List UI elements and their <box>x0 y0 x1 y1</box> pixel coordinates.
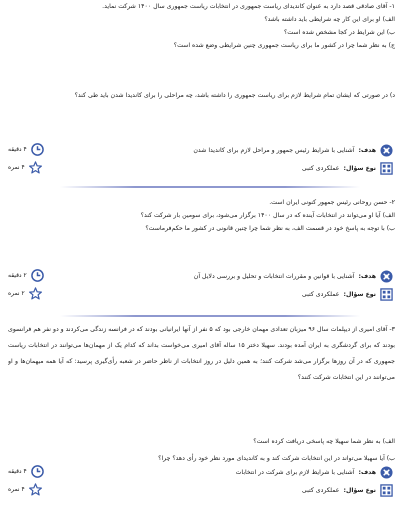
question-2-part-a: الف) آیا او می‌تواند در انتخابات آینده که در سال ۱۴۰۰ برگزار می‌شود، برای سومین بار شرکت کند؟ <box>140 212 395 219</box>
goal-label: هدف: <box>358 273 376 280</box>
clock-icon <box>31 465 44 478</box>
question-2-part-b: ب) با توجه به پاسخ خود در قسمت الف، به نظر شما چرا چنین قانونی در کشور ما حکم‌فرماست؟ <box>145 225 395 232</box>
question-1-score <box>8 161 42 174</box>
grid-icon <box>380 162 393 175</box>
type-text: عملکردی کتبی <box>301 291 340 298</box>
target-icon <box>380 270 393 283</box>
question-1-goal <box>193 144 393 157</box>
question-1-stem: ۱- آقای صادقی قصد دارد به عنوان کاندیدای ریاست جمهوری در انتخابات ریاست جمهوری سال ۱۴۰۰ شرکت نماید. <box>102 3 395 10</box>
question-3-part-b: ب) آیا سهیلا می‌تواند در این انتخابات شرکت کند و به کاندیدای مورد نظر خود رأی دهد؟ چرا؟ <box>158 455 395 462</box>
grid-icon <box>380 484 393 497</box>
question-2-meta <box>0 266 403 306</box>
section-divider-1 <box>60 186 360 188</box>
grid-icon <box>380 288 393 301</box>
target-icon <box>380 144 393 157</box>
question-3-score <box>8 483 42 496</box>
question-3 <box>8 322 395 386</box>
score-text: ۲ نمره <box>8 290 25 297</box>
question-3-goal <box>236 466 393 479</box>
question-3-time <box>8 465 44 478</box>
time-text: ۴ دقیقه <box>8 468 27 475</box>
question-1-part-d: د) در صورتی که ایشان تمام شرایط لازم برای ریاست جمهوری را داشته باشد، چه مراحلی را برای کاندیدا شدن باید طی کند؟ <box>74 92 395 99</box>
question-1-meta <box>0 140 403 180</box>
score-text: ۴ نمره <box>8 486 25 493</box>
question-2-goal <box>194 270 393 283</box>
goal-label: هدف: <box>358 469 376 476</box>
clock-icon <box>31 143 44 156</box>
section-divider-2 <box>60 315 360 317</box>
type-label: نوع سؤال: <box>343 165 376 172</box>
star-icon <box>29 483 42 496</box>
question-2-stem: ۲- حسن روحانی رئیس جمهور کنونی ایران است. <box>269 199 395 206</box>
question-1-part-d-block <box>8 89 395 102</box>
goal-text: آشنایی با شرایط لازم برای شرکت در انتخابات <box>235 469 355 476</box>
question-3-stem: ۳- آقای امیری از دیپلمات سال ۹۶ میزبان تعدادی مهمان خارجی بود که ۵ نفر از آنها ایرانیانی بودند که در فرانسه زندگی می‌کردند و دو نفر هم فرانسوی بودند که برای گردشگری به ایران آمده بودند. سهیلا دختر ۱۵ ساله آقای امیری می‌خواست بداند که کدام یک از مهمان‌ها می‌توانند در انتخابات ریاست جمهوری که در آن روزها برگزار می‌شد شرکت کنند؛ به همین دلیل در روز انتخابات از ناظر حاضر در شعبه رأی‌گیری پرسید: که آیا همه میهمان‌ها و او می‌توانند در این انتخابات شرکت کنند؟ <box>8 326 395 381</box>
star-icon <box>29 161 42 174</box>
star-icon <box>29 287 42 300</box>
time-text: ۲ دقیقه <box>8 272 27 279</box>
time-text: ۴ دقیقه <box>8 146 27 153</box>
question-2-score <box>8 287 42 300</box>
question-1-part-a: الف) او برای این کار چه شرایطی باید داشته باشد؟ <box>264 16 395 23</box>
question-2-time <box>8 269 44 282</box>
question-2-type <box>302 288 393 301</box>
type-label: نوع سؤال: <box>343 487 376 494</box>
question-3-parts <box>8 432 395 466</box>
goal-label: هدف: <box>358 147 376 154</box>
question-1 <box>8 0 395 52</box>
question-1-time <box>8 143 44 156</box>
question-1-part-c: ج) به نظر شما چرا در کشور ما برای ریاست جمهوری چنین شرایطی وضع شده است؟ <box>173 42 395 49</box>
type-text: عملکردی کتبی <box>301 487 340 494</box>
type-label: نوع سؤال: <box>343 291 376 298</box>
question-2 <box>8 196 395 235</box>
goal-text: آشنایی با شرایط رئیس جمهور و مراحل لازم برای کاندیدا شدن <box>193 147 355 154</box>
question-1-type <box>302 162 393 175</box>
question-3-type <box>302 484 393 497</box>
type-text: عملکردی کتبی <box>301 165 340 172</box>
target-icon <box>380 466 393 479</box>
goal-text: آشنایی با قوانین و مقررات انتخابات و تحلیل و بررسی دلایل آن <box>193 273 355 280</box>
clock-icon <box>31 269 44 282</box>
question-1-part-b: ب) این شرایط در کجا مشخص شده است؟ <box>284 29 395 36</box>
question-3-meta <box>0 462 403 502</box>
question-3-part-a: الف) به نظر شما سهیلا چه پاسخی دریافت کرده است؟ <box>253 438 395 445</box>
score-text: ۴ نمره <box>8 164 25 171</box>
